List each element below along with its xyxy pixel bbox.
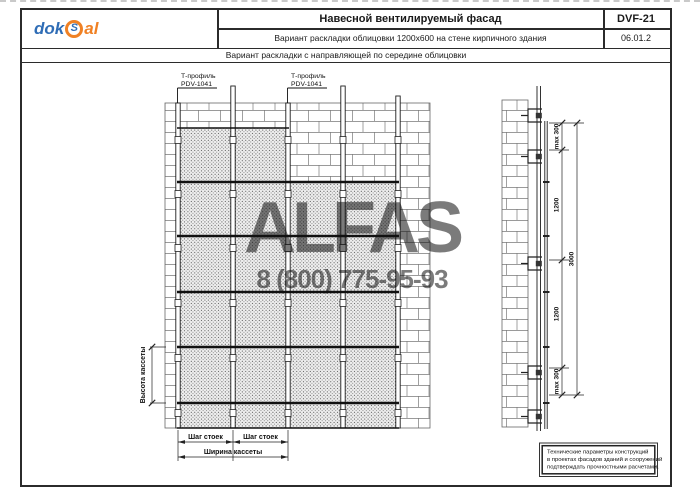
- callout-text: PDV-1041: [181, 81, 212, 88]
- dim-stud-step-2: Шаг стоек: [243, 434, 278, 441]
- note-line-3: подтверждать прочностными расчетами.: [547, 464, 659, 471]
- note-line-1: Технические параметры конструкций: [547, 449, 649, 456]
- watermark-brand: ALFAS: [243, 188, 461, 268]
- dim-1200-upper: 1200: [553, 197, 561, 213]
- logo-s-icon: S: [65, 20, 83, 38]
- note-line-2: в проектах фасадов зданий и сооружений: [547, 457, 663, 463]
- document-subtitle: Вариант раскладки облицовки 1200х600 на стене кирпичного здания: [274, 33, 547, 43]
- callout-text: Т-профиль: [291, 73, 326, 80]
- company-logo: [34, 10, 98, 47]
- titleblock-divider: [22, 62, 670, 64]
- watermark-phone: 8 (800) 775-95-93: [256, 264, 448, 294]
- logo-text-al: al: [84, 18, 99, 38]
- document-code: DVF-21: [617, 13, 655, 25]
- dim-max300-top: max 300: [553, 123, 561, 150]
- dim-max300-bottom: max 300: [553, 368, 561, 395]
- logo-text-dok: dok: [34, 18, 65, 38]
- dim-3000: 3000: [568, 251, 576, 267]
- dim-cassette-width: Ширина кассеты: [203, 449, 263, 456]
- document-title: Навесной вентилируемый фасад: [319, 13, 502, 25]
- variant-note: Вариант раскладки с направляющей по середине облицовки: [225, 50, 467, 60]
- callout-text: Т-профиль: [181, 73, 216, 80]
- dim-stud-step-1: Шаг стоек: [188, 434, 223, 441]
- dim-1200-lower: 1200: [553, 306, 561, 322]
- callout-text: PDV-1041: [291, 81, 322, 88]
- sheet-border: [20, 8, 672, 487]
- sheet-number: 06.01.2: [620, 33, 652, 43]
- dim-cassette-height: Высота кассеты: [140, 346, 147, 404]
